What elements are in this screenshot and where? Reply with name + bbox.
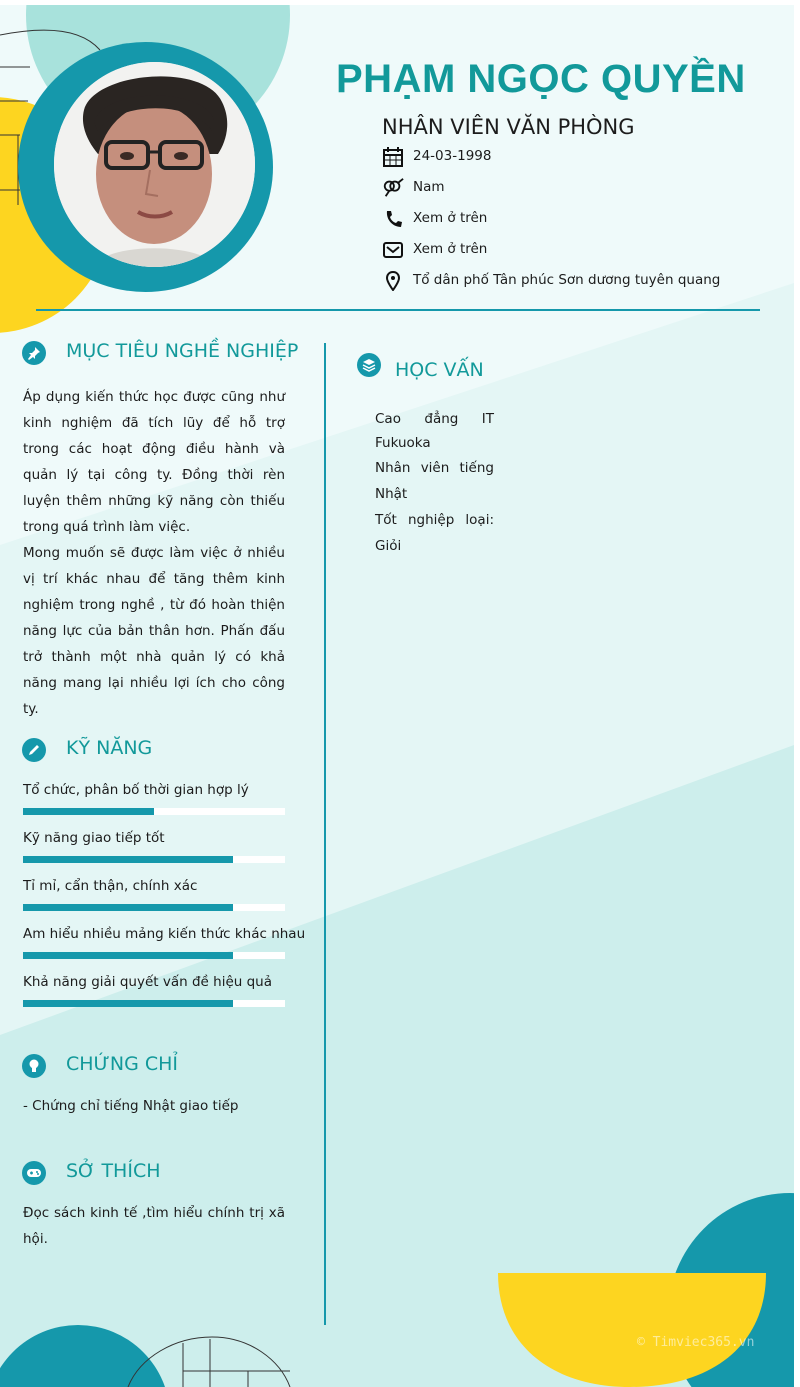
education-title: HỌC VẤN xyxy=(395,359,484,381)
avatar xyxy=(54,62,255,267)
skill-label: Tổ chức, phân bố thời gian hợp lý xyxy=(23,782,249,798)
avatar-portrait xyxy=(54,62,255,267)
gamepad-icon xyxy=(22,1161,46,1185)
info-row-phone xyxy=(382,207,488,231)
skill-bar-fill xyxy=(23,808,154,815)
column-divider xyxy=(324,343,326,1325)
phone-text: Xem ở trên xyxy=(413,210,488,226)
skill-bar xyxy=(23,808,285,815)
education-heading xyxy=(357,353,484,381)
gender-text: Nam xyxy=(413,179,445,195)
phone-icon xyxy=(382,208,404,230)
skill-bar xyxy=(23,856,285,863)
education-line: Giỏi xyxy=(375,538,402,554)
hobbies-text: Đọc sách kinh tế ,tìm hiểu chính trị xã hội. xyxy=(23,1205,285,1247)
info-row-address xyxy=(382,269,721,293)
info-row-birthdate xyxy=(382,145,492,169)
education-line: Nhân viên tiếng xyxy=(375,460,494,476)
objective-title: MỤC TIÊU NGHỀ NGHIỆP xyxy=(66,340,299,362)
education-line: Cao đẳng IT xyxy=(375,411,494,427)
certificates-title: CHỨNG CHỈ xyxy=(66,1053,178,1075)
layers-icon xyxy=(357,353,381,377)
pencil-icon xyxy=(22,738,46,762)
education-line: Tốt nghiệp loại: xyxy=(375,512,494,528)
skill-bar-fill xyxy=(23,952,233,959)
skills-title: KỸ NĂNG xyxy=(66,737,153,759)
hobbies-heading xyxy=(22,1160,161,1185)
skill-label: Khả năng giải quyết vấn đề hiệu quả xyxy=(23,974,272,990)
skill-bar xyxy=(23,952,285,959)
skill-label: Am hiểu nhiều mảng kiến thức khác nhau xyxy=(23,926,306,942)
map-pin-icon xyxy=(382,270,404,292)
birthdate-text: 24-03-1998 xyxy=(413,148,492,164)
envelope-icon xyxy=(382,239,404,261)
objective-paragraph-1: Áp dụng kiến thức học được cũng như kinh nghiệm đã tích lũy để hỗ trợ trong các hoạt động điều hành và quản lý tại công ty. Đồng thời rèn luyện thêm những kỹ năng còn thiếu trong quá trình làm việc. xyxy=(23,389,285,535)
skills-heading xyxy=(22,737,153,762)
candidate-name: PHẠM NGỌC QUYỀN xyxy=(336,57,746,101)
address-text: Tổ dân phố Tân phúc Sơn dương tuyên quang xyxy=(413,272,721,288)
cv-sheet xyxy=(0,5,794,1387)
header-divider xyxy=(36,309,760,311)
calendar-icon xyxy=(382,146,404,168)
job-title: NHÂN VIÊN VĂN PHÒNG xyxy=(382,115,635,139)
info-row-gender xyxy=(382,176,445,200)
education-line: Fukuoka xyxy=(375,435,431,451)
gender-icon xyxy=(382,177,404,199)
skill-bar-fill xyxy=(23,1000,233,1007)
objective-heading xyxy=(22,340,299,365)
education-line: Nhật xyxy=(375,486,408,502)
skill-bar xyxy=(23,1000,285,1007)
pin-icon xyxy=(22,341,46,365)
skill-bar xyxy=(23,904,285,911)
certificate-item: - Chứng chỉ tiếng Nhật giao tiếp xyxy=(23,1098,239,1114)
skill-label: Kỹ năng giao tiếp tốt xyxy=(23,830,165,846)
objective-paragraph-2: Mong muốn sẽ được làm việc ở nhiều vị trí khác nhau để tăng thêm kinh nghiệm trong nghề , từ đó hoàn thiện năng lực của bản thân hơn. Phấn đấu trở thành một nhà quản lý có khả năng mang lại nhiều lợi ích cho công ty. xyxy=(23,545,285,717)
hobbies-title: SỞ THÍCH xyxy=(66,1160,161,1182)
certificates-heading xyxy=(22,1053,178,1078)
lightbulb-icon xyxy=(22,1054,46,1078)
skill-label: Tỉ mỉ, cẩn thận, chính xác xyxy=(23,878,198,894)
watermark: © Timviec365.vn xyxy=(637,1335,755,1350)
email-text: Xem ở trên xyxy=(413,241,488,257)
skill-bar-fill xyxy=(23,904,233,911)
skill-bar-fill xyxy=(23,856,233,863)
info-row-email xyxy=(382,238,488,262)
